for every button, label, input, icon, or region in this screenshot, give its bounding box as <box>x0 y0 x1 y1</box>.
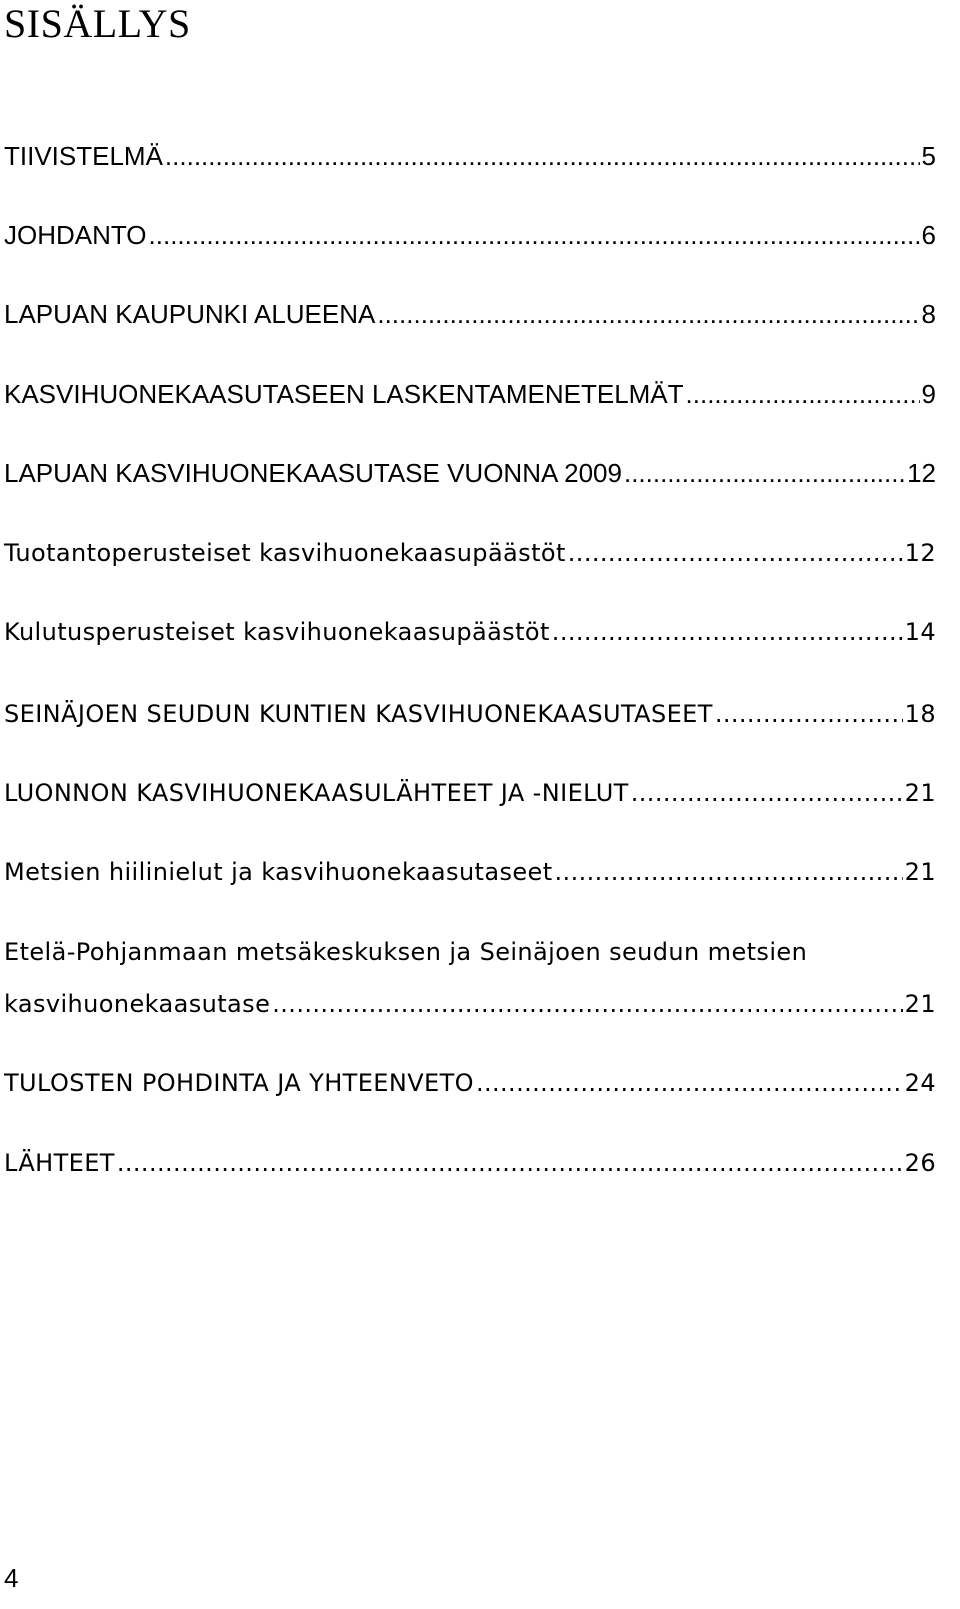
toc-dot-leader <box>555 855 903 889</box>
toc-entry-label: Tuotantoperusteiset kasvihuonekaasupäästöt <box>4 539 566 567</box>
toc-entry-page: 21 <box>904 990 936 1018</box>
toc-dot-leader <box>377 297 919 331</box>
toc-entry-tiivistelma[interactable] <box>4 139 936 173</box>
toc-entry-johdanto[interactable] <box>4 218 936 252</box>
toc-entry-label: KASVIHUONEKAASUTASEEN LASKENTAMENETELMÄT <box>4 379 684 409</box>
toc-entry-lahteet[interactable] <box>4 1146 936 1180</box>
toc-entry-seinajoen-seudun[interactable] <box>4 697 936 731</box>
toc-dot-leader <box>552 615 903 649</box>
toc-dot-leader <box>631 776 903 810</box>
toc-entry-page: 26 <box>904 1149 936 1177</box>
toc-entry-kulutusperusteiset[interactable] <box>4 615 936 649</box>
page-number: 4 <box>4 1563 19 1593</box>
toc-entry-etela-pohjanmaan[interactable] <box>4 935 936 1021</box>
toc-entry-page: 24 <box>904 1069 936 1097</box>
toc-entry-label: Metsien hiilinielut ja kasvihuonekaasutaseet <box>4 858 553 886</box>
toc-entry-page: 6 <box>921 220 936 250</box>
toc-dot-leader <box>476 1066 903 1100</box>
toc-entry-page: 21 <box>904 779 936 807</box>
toc-dot-leader <box>117 1146 903 1180</box>
toc-entry-label: LAPUAN KAUPUNKI ALUEENA <box>4 299 376 329</box>
toc-dot-leader <box>149 218 920 252</box>
toc-entry-page: 12 <box>904 539 936 567</box>
toc-entry-metsien-hiilinielut[interactable] <box>4 855 936 889</box>
toc-entry-page: 18 <box>904 700 936 728</box>
page-title: SISÄLLYS <box>4 1 191 46</box>
toc-entry-label: JOHDANTO <box>4 220 147 250</box>
toc-entry-page: 12 <box>907 458 936 488</box>
toc-entry-label-line2: kasvihuonekaasutase <box>4 990 271 1018</box>
toc-entry-page: 21 <box>904 858 936 886</box>
toc-entry-page: 5 <box>921 141 936 171</box>
toc-entry-label-line1: Etelä-Pohjanmaan metsäkeskuksen ja Seinäjoen seudun metsien <box>4 938 808 966</box>
toc-entry-label: LÄHTEET <box>4 1149 115 1177</box>
toc-entry-label: TIIVISTELMÄ <box>4 141 163 171</box>
toc-dot-leader <box>568 536 903 570</box>
toc-entry-lapuan-kasvihuonekaasutase[interactable] <box>4 456 936 490</box>
toc-entry-lapuan-kaupunki[interactable] <box>4 297 936 331</box>
toc-entry-page: 14 <box>904 618 936 646</box>
toc-dot-leader <box>686 377 920 411</box>
toc-entry-label: LAPUAN KASVIHUONEKAASUTASE VUONNA 2009 <box>4 458 622 488</box>
toc-entry-label: SEINÄJOEN SEUDUN KUNTIEN KASVIHUONEKAASUTASEET <box>4 700 713 728</box>
toc-dot-leader <box>624 456 905 490</box>
toc-entry-label: LUONNON KASVIHUONEKAASULÄHTEET JA -NIELUT <box>4 779 629 807</box>
toc-entry-label: TULOSTEN POHDINTA JA YHTEENVETO <box>4 1069 474 1097</box>
toc-dot-leader <box>165 139 920 173</box>
toc-entry-continuation <box>4 987 936 1021</box>
toc-entry-label: Kulutusperusteiset kasvihuonekaasupäästöt <box>4 618 550 646</box>
toc-entry-laskentamenetelmat[interactable] <box>4 377 936 411</box>
toc-entry-page: 9 <box>921 379 936 409</box>
toc-entry-tulosten-pohdinta[interactable] <box>4 1066 936 1100</box>
toc-entry-page: 8 <box>921 299 936 329</box>
toc-entry-tuotantoperusteiset[interactable] <box>4 536 936 570</box>
toc-dot-leader <box>272 987 902 1021</box>
toc-entry-luonnon-lahteet[interactable] <box>4 776 936 810</box>
toc-dot-leader <box>715 697 903 731</box>
